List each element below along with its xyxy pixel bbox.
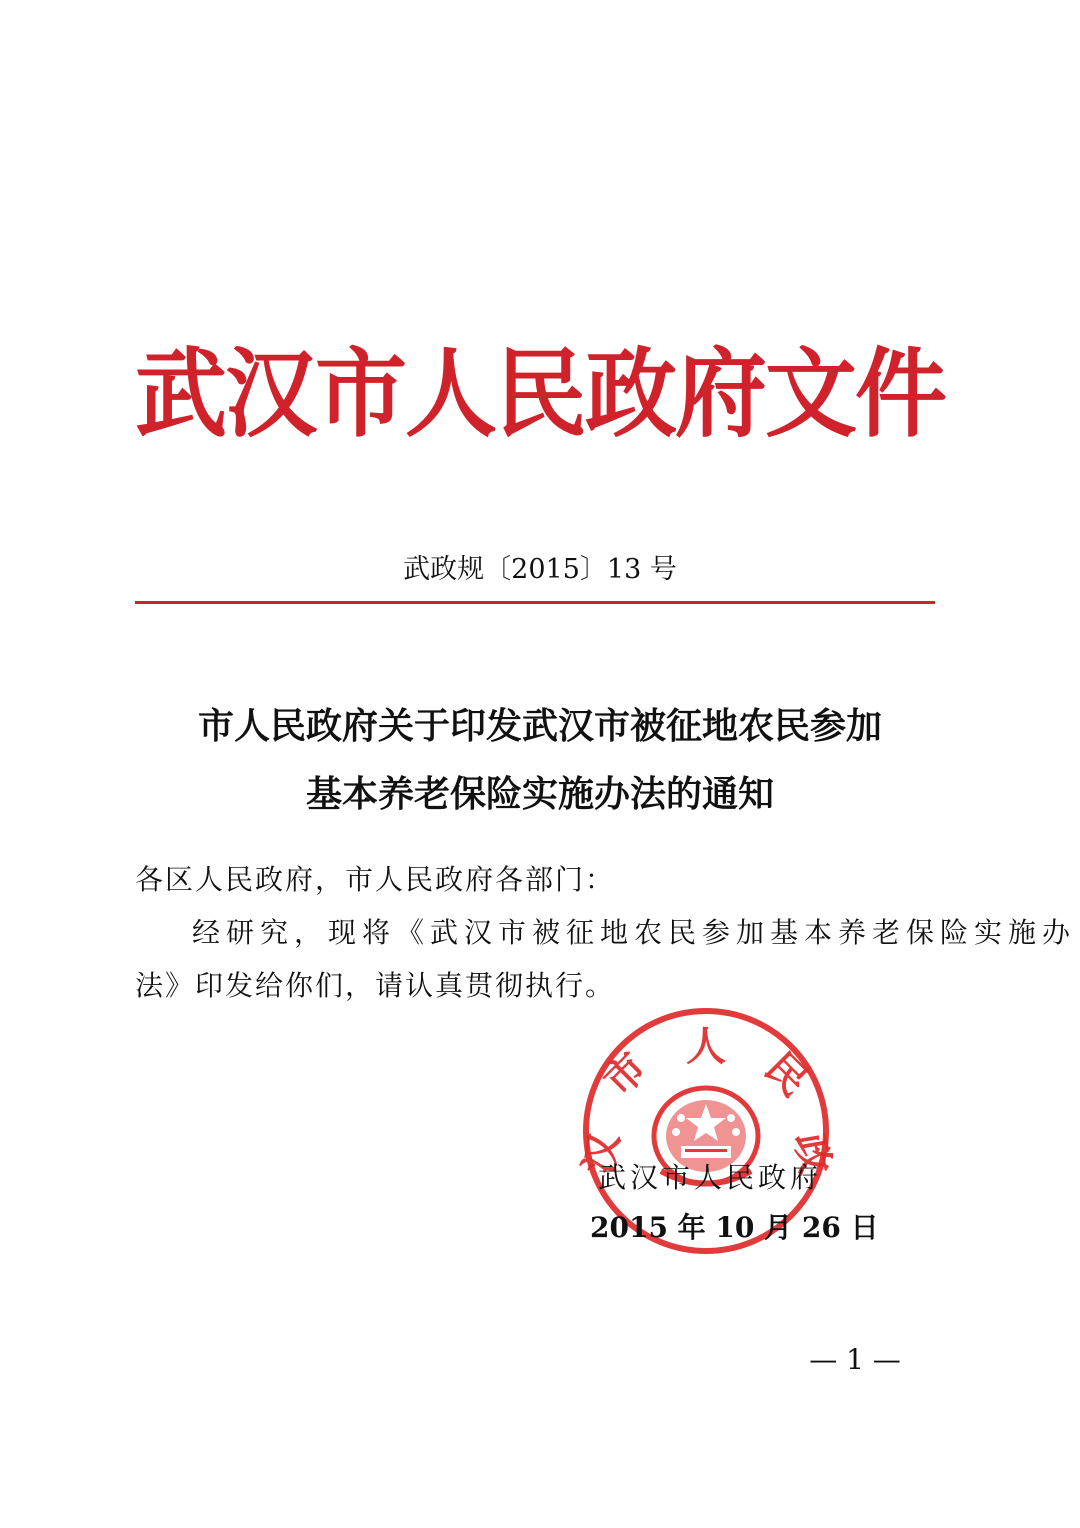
addressee-line: 各区人民政府，市人民政府各部门： bbox=[135, 863, 616, 896]
svg-text:人: 人 bbox=[686, 1024, 726, 1070]
svg-text:汉: 汉 bbox=[576, 1130, 629, 1178]
red-divider-rule bbox=[135, 601, 935, 604]
masthead-title: 武汉市人民政府文件 bbox=[134, 338, 945, 451]
signature-date: 2015 年 10 月 26 日 bbox=[590, 1211, 879, 1244]
document-title-line-2: 基本养老保险实施办法的通知 bbox=[305, 774, 774, 815]
svg-text:市: 市 bbox=[595, 1044, 657, 1106]
body-paragraph-line-1: 经研究，现将《武汉市被征地农民参加基本养老保险实施办 bbox=[192, 916, 1077, 949]
document-title-line-1: 市人民政府关于印发武汉市被征地农民参加 bbox=[197, 706, 882, 747]
document-number: 武政规〔2015〕13 号 bbox=[403, 554, 677, 585]
page-number: — 1 — bbox=[809, 1343, 901, 1376]
svg-text:民: 民 bbox=[755, 1044, 817, 1106]
svg-text:政: 政 bbox=[785, 1130, 838, 1178]
body-paragraph-line-2: 法》印发给你们，请认真贯彻执行。 bbox=[135, 969, 616, 1002]
signature-issuer: 武汉市人民政府 bbox=[597, 1161, 822, 1194]
